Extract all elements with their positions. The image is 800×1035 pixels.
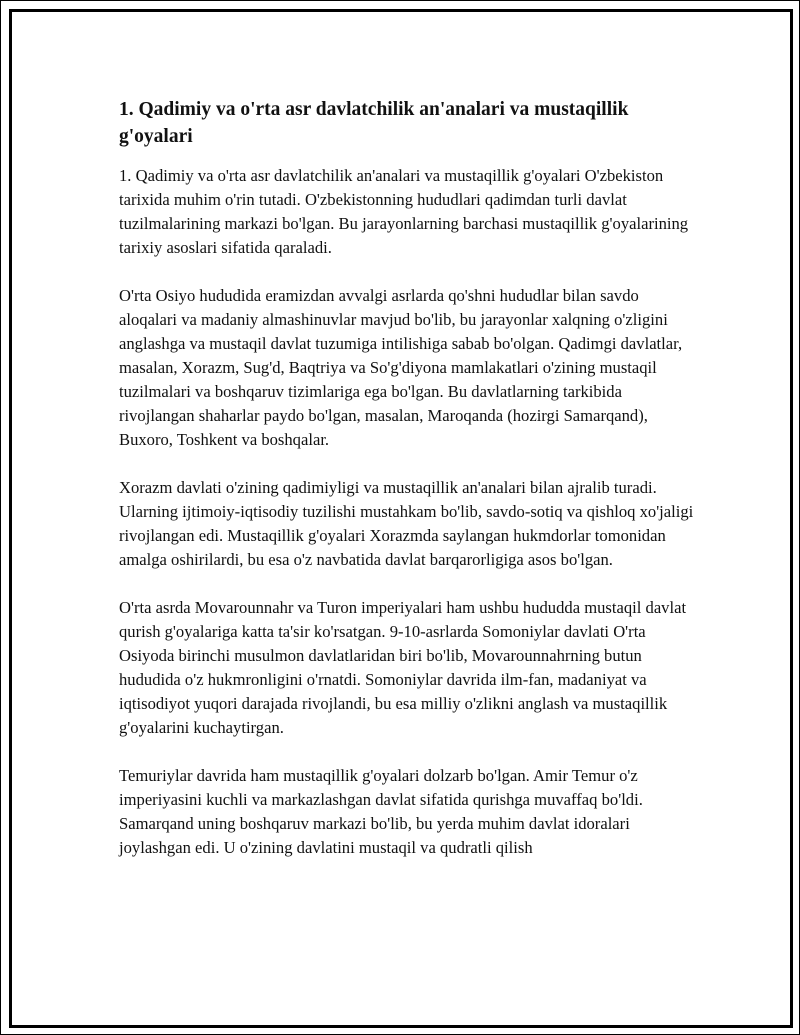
document-body xyxy=(119,96,699,884)
document-title: 1. Qadimiy va o'rta asr davlatchilik an'analari va mustaqillik g'oyalari xyxy=(119,99,629,147)
paragraph-3: Xorazm davlati o'zining qadimiyligi va mustaqillik an'analari bilan ajralib turadi. Ularning ijtimoiy-iqtisodiy tuzilishi mustahkam bo'lib, savdo-sotiq va qishloq xo'jaligi rivojlangan edi. Mustaqillik g'oyalari Xorazmda saylangan hukmdorlar tomonidan amalga oshirilardi, bu esa o'z navbatida davlat barqarorligiga asos bo'lgan. xyxy=(119,478,694,569)
paragraph-2: O'rta Osiyo hududida eramizdan avvalgi asrlarda qo'shni hududlar bilan savdo aloqalari va madaniy almashinuvlar mavjud bo'lib, bu jarayonlar xalqning o'zligini anglashga va mustaqil davlat tuzumiga intilishiga sabab bo'olgan. Qadimgi davlatlar, masalan, Xorazm, Sug'd, Baqtriya va So'g'diyona mamlakatlari o'zining mustaqil tuzilmalari va boshqaruv tizimlariga ega bo'lgan. Bu davlatlarning tarkibida rivojlangan shaharlar paydo bo'lgan, masalan, Maroqanda (hozirgi Samarqand), Buxoro, Toshkent va boshqalar. xyxy=(119,286,683,449)
paragraph-5: Temuriylar davrida ham mustaqillik g'oyalari dolzarb bo'lgan. Amir Temur o'z imperiyasini kuchli va markazlashgan davlat sifatida qurishga muvaffaq bo'ldi. Samarqand uning boshqaruv markazi bo'lib, bu yerda muhim davlat idoralari joylashgan edi. U o'zining davlatini mustaqil va qudratli qilish xyxy=(119,766,643,857)
paragraph-1: 1. Qadimiy va o'rta asr davlatchilik an'analari va mustaqillik g'oyalari O'zbekiston tarixida muhim o'rin tutadi. O'zbekistonning hududlari qadimdan turli davlat tuzilmalarining markazi bo'lgan. Bu jarayonlarning barchasi mustaqillik g'oyalarining tarixiy asoslari sifatida qaraladi. xyxy=(119,166,689,257)
paragraph-4: O'rta asrda Movarounnahr va Turon imperiyalari ham ushbu hududda mustaqil davlat qurish g'oyalariga katta ta'sir ko'rsatgan. 9-10-asrlarda Somoniylar davlati O'rta Osiyoda birinchi musulmon davlatlaridan biri bo'lib, Movarounnahrning butun hududida o'z hukmronligini o'rnatdi. Somoniylar davrida ilm-fan, madaniyat va iqtisodiyot yuqori darajada rivojlandi, bu esa milliy o'zlikni anglash va mustaqillik g'oyalarini kuchaytirgan. xyxy=(119,598,687,737)
